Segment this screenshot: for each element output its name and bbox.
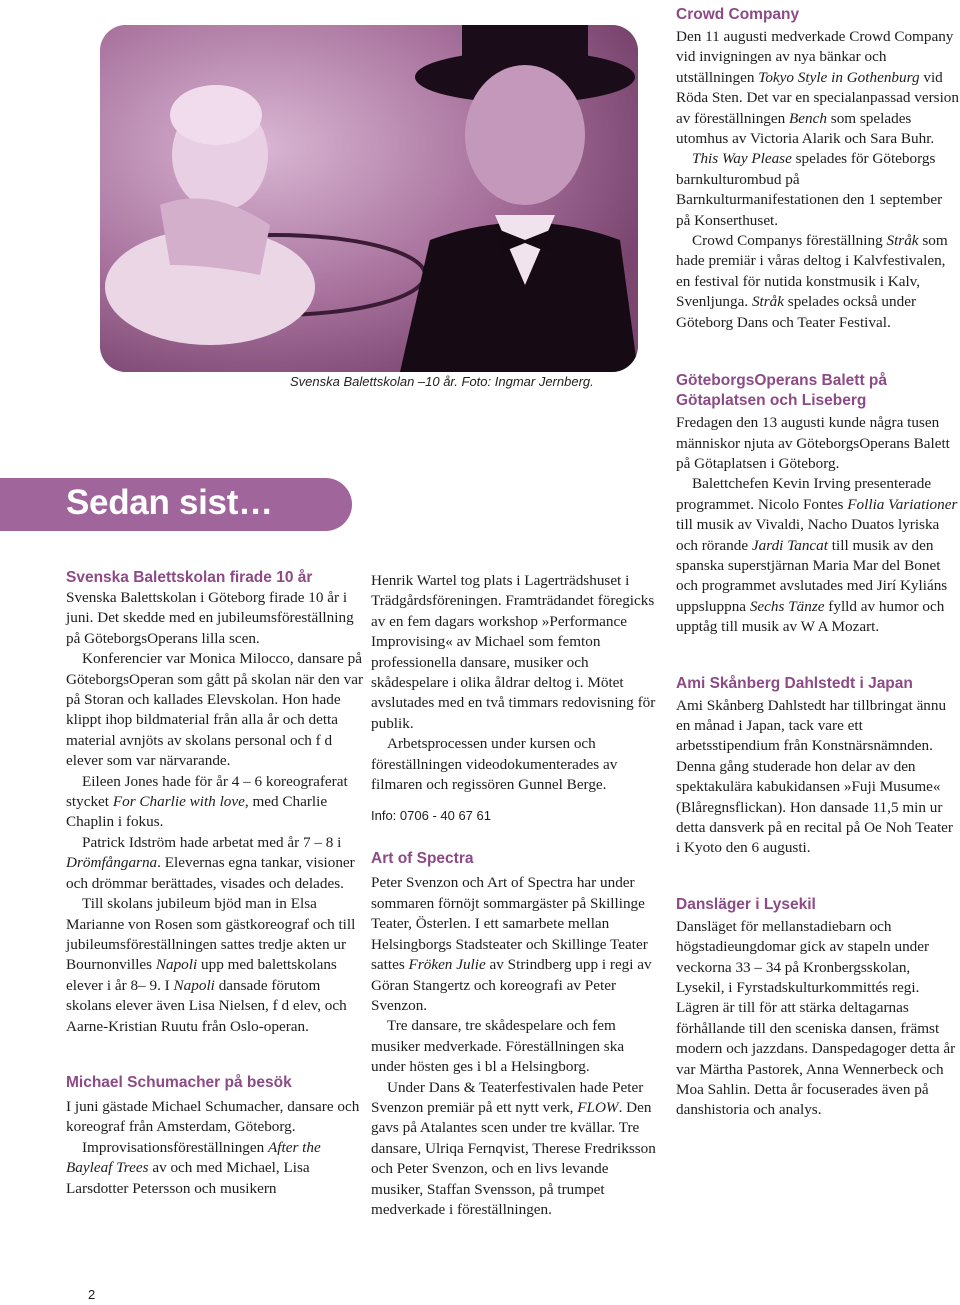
dancers-photo	[100, 25, 638, 372]
column-2	[371, 571, 661, 1220]
paragraph: Fredagen den 13 augusti kunde några tusen människor njuta av GöteborgsOperans Balett på Götaplatsen i Göteborg.	[676, 414, 950, 472]
page-number: 2	[88, 1287, 96, 1302]
paragraph: Ami Skånberg Dahlstedt har tillbringat ännu en månad i Japan, tack vare ett arbetsstipendium från Konstnärsnämnden. Denna gång studerade hon delar av den spektakulära kabukidansen »Fuji Musume« (Blåregnsflickan). Hon dansade 11,5 min ur detta dansverk på en recital på Oe Noh Teater i Kyoto den 6 augusti.	[676, 696, 953, 857]
heading-danslager: Dansläger i Lysekil	[676, 895, 816, 913]
photo-caption: Svenska Balettskolan –10 år. Foto: Ingmar Jernberg.	[290, 374, 594, 389]
info-phone: Info: 0706 - 40 67 61	[371, 808, 491, 824]
paragraph: Den 11 augusti medverkade Crowd Company vid invigningen av nya bänkar och utställningen Tokyo Style in Gothenburg vid Röda Sten. Det var en specialanpassad version av föreställningen Bench som spelades utomhus av Victoria Alarik och Sara Buhr.	[676, 28, 959, 148]
paragraph: Balettchefen Kevin Irving presenterade programmet. Nicolo Fontes Follia Variationer till musik av Vivaldi, Nacho Duatos lyriska och rörande Jardi Tancat till musik av den spanska superstjärnan Maria Mar del Bonet och programmet avslutades med Jirí Kyliáns uppsluppna Sechs Tänze fylld av humor och upptåg till musik av W A Mozart.	[676, 475, 958, 636]
paragraph: I juni gästade Michael Schumacher, dansare och koreograf från Amsterdam, Göteborg.	[66, 1097, 360, 1136]
heading-schumacher: Michael Schumacher på besök	[66, 1073, 292, 1091]
paragraph: This Way Please spelades för Göteborgs barnkulturombud på Barnkulturmanifestationen den 1 september på Konserthuset.	[676, 150, 943, 229]
heading-goteborgsoperan: GöteborgsOperans Balett på Götaplatsen och Liseberg	[676, 372, 888, 410]
paragraph: Peter Svenzon och Art of Spectra har under sommaren förnöjt sommargäster på Skillinge Teater, Österlen. I ett samarbete mellan Helsingborgs Stadsteater och Skillinge Teater sattes Fröken Julie av Strindberg upp i regi av Göran Stangertz och koreografi av Peter Svenzon.	[371, 874, 652, 1014]
paragraph: Henrik Wartel tog plats i Lagerträdshuset i Trädgårdsföreningen. Framträdandet föregicks av en fem dagars workshop »Performance Improvising« av Michael som femton professionella dansare, musiker och skådespelare i olika åldrar deltog i. Mötet avslutades med en två timmars redovisning för publik.	[371, 572, 656, 732]
paragraph: Svenska Balettskolan i Göteborg firade 10 år i juni. Det skedde med en jubileumsföreställning på GöteborgsOperans lilla scen.	[66, 589, 354, 647]
paragraph: Dansläget för mellanstadiebarn och högstadieungdomar gick av stapeln under veckorna 33 – 34 på Kronbergsskolan, Lysekil, i Fyrstadskulturkommittés regi. Lägren är till för att stärka deltagarnas förhållande till den sceniska dansen, främst modern och jazzdans. Danspedagoger detta år var Märtha Pastorek, Anna Wennerbeck och Moa Sahlin. Detta år focuserades även på danshistoria och analys.	[676, 917, 956, 1119]
heading-art-of-spectra: Art of Spectra	[371, 850, 474, 868]
paragraph: Improvisationsföreställningen After the Bayleaf Trees av och med Michael, Lisa Larsdotter Petersson och musikern	[66, 1138, 321, 1197]
column-1	[66, 568, 366, 1199]
column-3	[676, 5, 960, 1121]
paragraph: Arbetsprocessen under kursen och föreställningen videodokumenterades av filmaren och regissören Gunnel Berge.	[371, 735, 618, 794]
paragraph: Konferencier var Monica Milocco, dansare på GöteborgsOperan som gått på skolan när den var på Storan och kallades Elevskolan. Hon hade klippt ihop bildmaterial från alla år och detta material avnjöts av skolans personal och f d elever som var närvarande.	[66, 650, 364, 770]
paragraph: Crowd Companys föreställning Stråk som hade premiär i våras deltog i Kalvfestivalen, en festival för nutida konstmusik i Kalv, Svenljunga. Stråk spelades också under Göteborg Dans och Teater Festival.	[676, 232, 948, 331]
paragraph: Till skolans jubileum bjöd man in Elsa Marianne von Rosen som gästkoreograf och till jubileumsföreställningen sattes tredje akten ur Bournonvilles Napoli upp med balettskolans elever i år 8– 9. I Napoli dansade förutom skolans elever även Lisa Nielsen, f d elev, och Aarne-Kristian Ruutu från Oslo-operan.	[66, 895, 356, 1035]
heading-crowd-company: Crowd Company	[676, 6, 800, 23]
paragraph: Patrick Idström hade arbetat med år 7 – 8 i Drömfångarna. Elevernas egna tankar, visioner och drömmar berättades, visades och delades.	[66, 833, 355, 892]
paragraph: Under Dans & Teaterfestivalen hade Peter Svenzon premiär på ett nytt verk, FLOW. Den gavs på Atalantes scen under tre kvällar. Tre dansare, Ulriqa Fernqvist, Therese Fredriksson och Peter Svenzon, och en livs levande musiker, Staffan Svensson, på trumpet medverkade i föreställningen.	[371, 1078, 656, 1218]
paragraph: Tre dansare, tre skådespelare och fem musiker medverkade. Föreställningen ska under hösten ges i bl a Helsingborg.	[371, 1017, 625, 1076]
paragraph: Eileen Jones hade för år 4 – 6 koreograferat stycket For Charlie with love, med Charlie Chaplin i fokus.	[66, 772, 348, 831]
heading-ami-skanberg: Ami Skånberg Dahlstedt i Japan	[676, 674, 913, 692]
dancers-illustration	[100, 25, 638, 372]
section-title: Sedan sist…	[66, 483, 273, 522]
heading-balettskolan: Svenska Balettskolan firade 10 år	[66, 569, 313, 586]
